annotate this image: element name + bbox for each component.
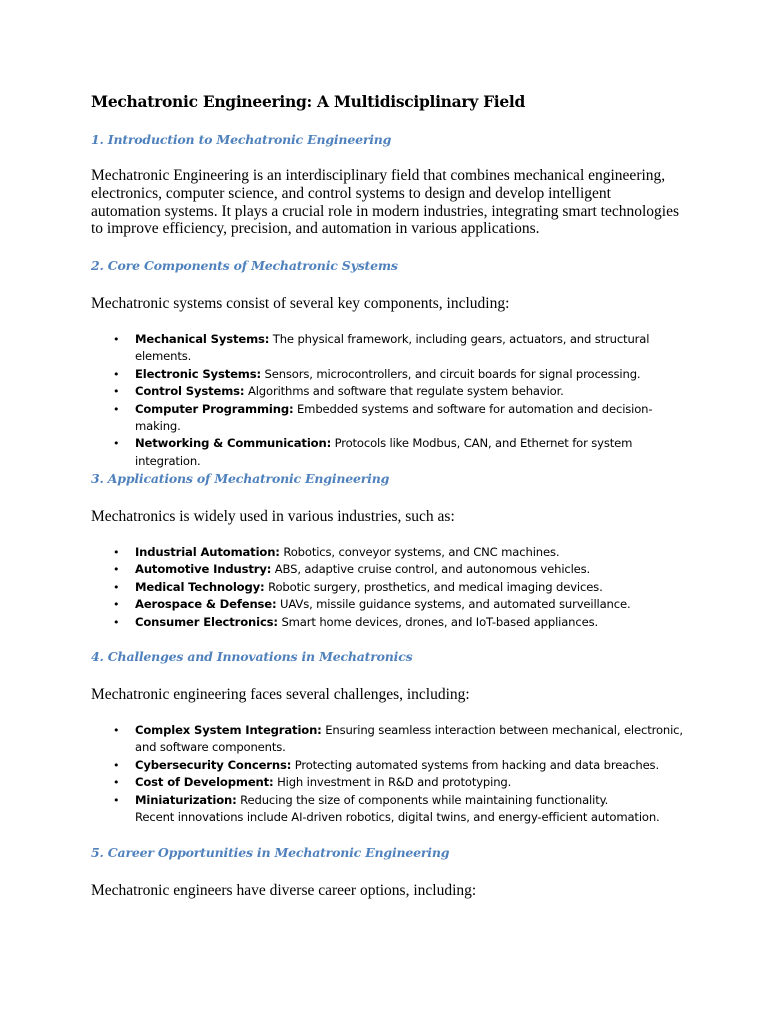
item-text: Embedded systems and software for automation and decision-making.	[135, 401, 653, 434]
bullet-icon: •	[113, 385, 120, 399]
item-term: Medical Technology:	[135, 579, 265, 594]
section-heading: 2. Core Components of Mechatronic Systems	[91, 258, 398, 273]
bullet-icon: •	[113, 563, 120, 577]
section-paragraph: Mechatronic engineers have diverse career options, including:	[91, 882, 477, 899]
list-item	[91, 579, 691, 596]
bullet-icon: •	[113, 615, 120, 629]
bullet-icon: •	[113, 793, 120, 807]
item-term: Complex System Integration:	[135, 723, 322, 737]
item-text: Robotics, conveyor systems, and CNC machines.	[279, 545, 560, 559]
list-item	[91, 383, 691, 400]
list-item	[91, 366, 691, 383]
bullet-icon: •	[113, 546, 120, 559]
item-term: Cost of Development:	[135, 775, 274, 790]
bullet-icon: •	[113, 437, 120, 451]
item-term: Industrial Automation:	[135, 545, 280, 559]
list-item	[91, 544, 691, 561]
item-term: Computer Programming:	[135, 401, 294, 416]
item-text: Ensuring seamless interaction between mechanical, electronic, and software components.	[135, 723, 683, 755]
item-text: Reducing the size of components while maintaining functionality.	[236, 792, 609, 807]
item-text: UAVs, missile guidance systems, and automated surveillance.	[276, 597, 631, 612]
bullet-list	[91, 331, 691, 470]
item-term: Cybersecurity Concerns:	[135, 757, 292, 772]
section-heading: 5. Career Opportunities in Mechatronic Engineering	[91, 845, 450, 860]
list-item	[91, 435, 691, 470]
item-term: Automotive Industry:	[135, 562, 272, 577]
item-text: The physical framework, including gears, actuators, and structural elements.	[135, 332, 650, 364]
bullet-icon: •	[113, 402, 120, 416]
item-text: High investment in R&D and prototyping.	[273, 775, 512, 790]
item-text: ABS, adaptive cruise control, and autonomous vehicles.	[271, 562, 591, 577]
bullet-icon: •	[113, 724, 120, 737]
section-heading: 1. Introduction to Mechatronic Engineering	[91, 132, 392, 147]
list-item	[91, 331, 691, 366]
item-text: Protecting automated systems from hacking and data breaches.	[291, 757, 659, 772]
section-paragraph: Mechatronics is widely used in various industries, such as:	[91, 508, 455, 525]
item-term: Miniaturization:	[135, 792, 237, 807]
item-term: Aerospace & Defense:	[135, 597, 277, 612]
section-paragraph: Mechatronic engineering faces several challenges, including:	[91, 686, 470, 703]
bullet-list	[91, 544, 691, 631]
list-item	[91, 757, 691, 774]
list-item	[91, 596, 691, 613]
bullet-icon: •	[113, 333, 120, 346]
item-text: Sensors, microcontrollers, and circuit boards for signal processing.	[260, 366, 641, 381]
list-item	[91, 774, 691, 791]
item-text: Algorithms and software that regulate system behavior.	[244, 384, 564, 399]
list-item	[91, 792, 691, 809]
list-item	[91, 722, 691, 757]
bullet-icon: •	[113, 758, 120, 772]
section-heading: 4. Challenges and Innovations in Mechatronics	[91, 649, 413, 664]
bullet-icon: •	[113, 598, 120, 612]
item-text: Robotic surgery, prosthetics, and medical imaging devices.	[264, 579, 603, 594]
list-item	[91, 561, 691, 578]
bullet-list	[91, 722, 691, 809]
item-term: Networking & Communication:	[135, 436, 332, 451]
list-item	[91, 614, 691, 631]
item-text: Protocols like Modbus, CAN, and Ethernet for system integration.	[135, 436, 633, 468]
section-paragraph: Mechatronic Engineering is an interdisciplinary field that combines mechanical engineering, electronics, computer science, and control systems to design and develop intelligent automation systems. It plays a crucial role in modern industries, integrating smart technologies to improve efficiency, precision, and automation in various applications.	[91, 167, 680, 238]
item-term: Electronic Systems:	[135, 366, 261, 381]
bullet-icon: •	[113, 367, 120, 381]
item-term: Control Systems:	[135, 384, 245, 399]
item-term: Consumer Electronics:	[135, 614, 278, 629]
bullet-icon: •	[113, 776, 120, 790]
item-text: Smart home devices, drones, and IoT-based appliances.	[277, 614, 599, 629]
bullet-icon: •	[113, 580, 120, 594]
list-item	[91, 401, 691, 436]
innovations-note: Recent innovations include AI-driven robotics, digital twins, and energy-efficient automation.	[135, 810, 660, 824]
item-term: Mechanical Systems:	[135, 332, 270, 346]
section-paragraph: Mechatronic systems consist of several key components, including:	[91, 295, 510, 312]
document-title: Mechatronic Engineering: A Multidisciplinary Field	[91, 92, 526, 111]
section-heading: 3. Applications of Mechatronic Engineering	[91, 471, 390, 486]
